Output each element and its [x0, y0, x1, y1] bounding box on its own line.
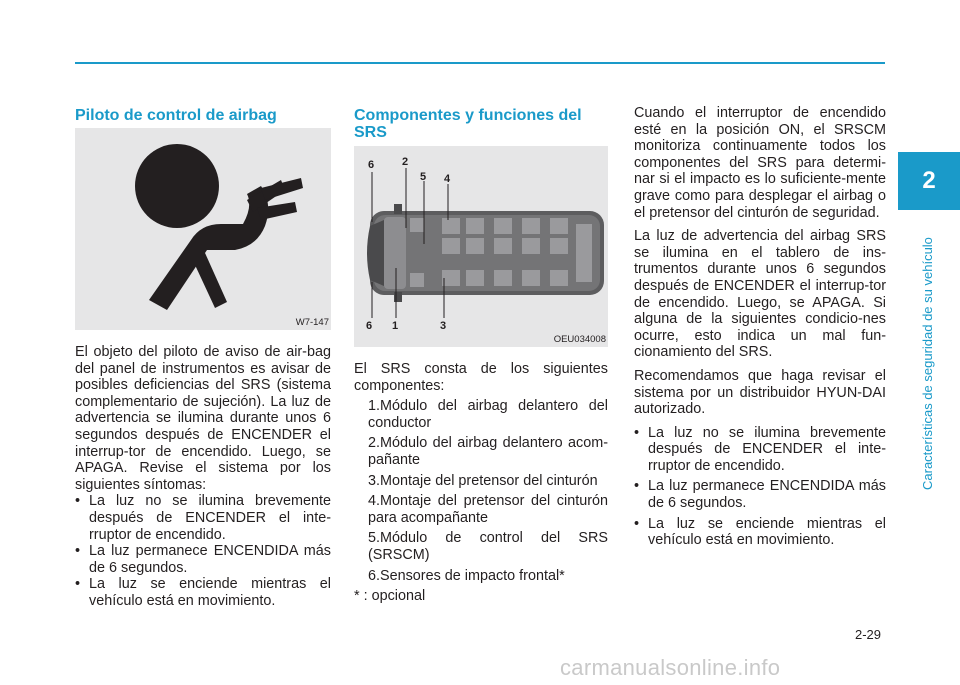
symptom-list	[634, 425, 886, 549]
figure-code: W7-147	[295, 317, 329, 328]
list-item: • La luz no se ilumina brevemente después de ENCENDER el inte-rruptor de encendido.	[634, 424, 886, 474]
chapter-title: Características de seguridad de su vehículo	[920, 237, 935, 490]
callout-label: 3	[440, 320, 447, 332]
list-item: 6.Sensores de impacto frontal*	[368, 567, 565, 584]
callout-label: 5	[420, 171, 427, 183]
list-item: • La luz no se ilumina brevemente después de ENCENDER el inte-rruptor de encendido.	[75, 493, 331, 543]
chapter-tab	[898, 152, 960, 210]
figure-code: OEU034008	[553, 334, 606, 345]
intro-paragraph: El SRS consta de los siguientes componentes:	[354, 361, 608, 394]
body-paragraph: Cuando el interruptor de encendido esté en la posición ON, el SRSCM monitoriza continuamente todos los componentes del SRS para determi-nar si el impacto es lo suficiente-mente grave como para desplegar el airbag o el pretensor del cinturón de seguridad.	[634, 105, 886, 221]
list-item: • La luz permanece ENCENDIDA más de 6 segundos.	[75, 543, 331, 576]
body-paragraph: El objeto del piloto de aviso de air-bag del panel de instrumentos es avisar de posibles deficiencias del SRS (sistema complementario de sujeción). La luz de advertencia se ilumina durante unos 6 segundos después de ENCENDER el interrup-tor de encendido. Luego, se APAGA. Revise el sistema por los siguientes síntomas:	[75, 344, 331, 493]
callout-label: 4	[444, 173, 451, 185]
section-body	[354, 361, 608, 605]
section-title-airbag-light: Piloto de control de airbag	[75, 107, 277, 124]
list-item: • La luz permanece ENCENDIDA más de 6 segundos.	[634, 478, 886, 512]
callout-label: 6	[366, 320, 373, 332]
list-item: • La luz se enciende mientras el vehículo está en movimiento.	[634, 515, 886, 549]
page-number: 2-29	[855, 627, 882, 642]
section-title-srs-components: Componentes y funciones del SRS	[354, 107, 582, 141]
chapter-side-title	[920, 222, 936, 492]
airbag-light-figure	[75, 128, 331, 330]
body-paragraph: Recomendamos que haga revisar el sistema por un distribuidor HYUN-DAI autorizado.	[634, 367, 886, 418]
list-item: 3.Montaje del pretensor del cinturón	[368, 472, 598, 489]
section-body	[75, 344, 331, 610]
callout-label: 2	[402, 156, 409, 168]
header-rule	[75, 62, 885, 64]
chapter-number: 2	[922, 167, 936, 194]
list-item: • La luz se enciende mientras el vehículo está en movimiento.	[75, 576, 331, 609]
airbag-warning-icon	[75, 128, 331, 330]
watermark: carmanualsonline.info	[560, 655, 781, 680]
list-item: 4.Montaje del pretensor del cinturón para acompañante	[368, 493, 608, 526]
section-body	[634, 105, 886, 549]
srs-components-figure	[354, 146, 608, 347]
list-item: 5.Módulo de control del SRS (SRSCM)	[368, 530, 608, 563]
van-top-view-illustration	[354, 146, 608, 347]
body-paragraph: La luz de advertencia del airbag SRS se ilumina en el tablero de ins-trumentos durante unos 6 segundos después de ENCENDER el interrup-tor de encendido. Luego, se APAGA. Si alguna de la siguientes condicio-nes ocurre, esto indica un mal fun-cionamiento del SRS.	[634, 228, 886, 361]
list-item: 2.Módulo del airbag delantero acom-pañante	[368, 435, 608, 468]
symptom-list	[75, 493, 331, 609]
footnote: * : opcional	[354, 588, 426, 605]
callout-label: 1	[392, 320, 399, 332]
list-item: 1.Módulo del airbag delantero del conductor	[368, 398, 608, 431]
callout-label: 6	[368, 159, 375, 171]
components-list	[354, 398, 608, 584]
